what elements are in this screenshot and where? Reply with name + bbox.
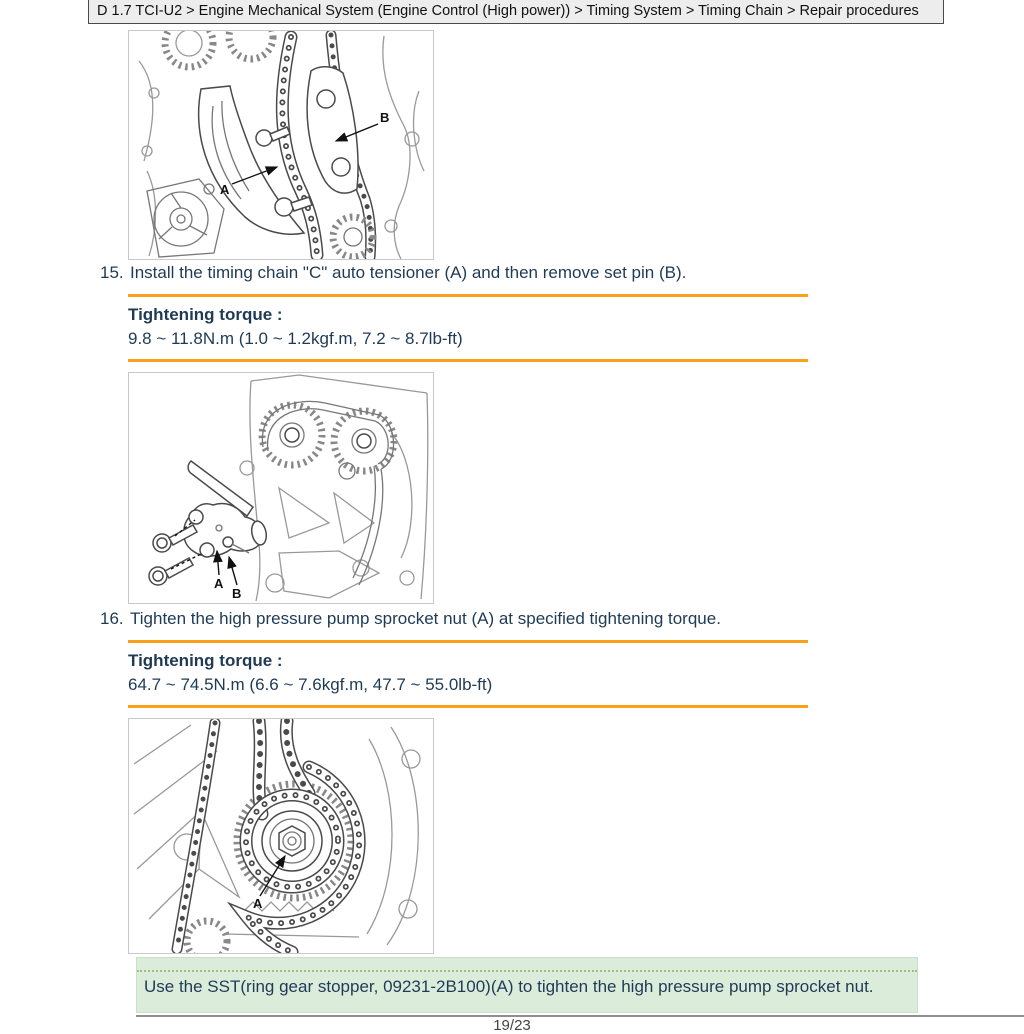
figure2-label-a: A <box>214 576 224 591</box>
step-15 <box>100 263 860 283</box>
page-indicator: 19/23 <box>493 1017 531 1034</box>
torque-spec-1 <box>128 294 808 362</box>
timing-chain-guides-drawing <box>129 31 433 259</box>
torque-spec-2 <box>128 640 808 708</box>
step-16 <box>100 609 860 629</box>
figure3-label-a: A <box>253 896 263 911</box>
note-text: Use the SST(ring gear stopper, 09231-2B100)(A) to tighten the high pressure pump sprocket nut. <box>144 977 874 996</box>
sst-note-box <box>136 957 918 1013</box>
torque-1-label: Tightening torque : <box>128 305 283 324</box>
step-16-text: Tighten the high pressure pump sprocket nut (A) at specified tightening torque. <box>130 609 721 628</box>
figure1-label-b: B <box>380 110 390 125</box>
figure-timing-chain-guides <box>128 30 434 260</box>
note-header-strip <box>137 958 917 972</box>
step-16-number: 16. <box>100 609 124 628</box>
figure1-label-a: A <box>220 182 230 197</box>
auto-tensioner-drawing <box>129 373 433 603</box>
pump-sprocket-drawing <box>129 719 433 953</box>
step-15-text: Install the timing chain "C" auto tensioner (A) and then remove set pin (B). <box>130 263 687 282</box>
torque-1-value: 9.8 ~ 11.8N.m (1.0 ~ 1.2kgf.m, 7.2 ~ 8.7lb-ft) <box>128 329 463 348</box>
torque-2-value: 64.7 ~ 74.5N.m (6.6 ~ 7.6kgf.m, 47.7 ~ 55.0lb-ft) <box>128 675 493 694</box>
torque-2-label: Tightening torque : <box>128 651 283 670</box>
figure2-label-b: B <box>232 586 242 601</box>
breadcrumb: D 1.7 TCI-U2 > Engine Mechanical System (Engine Control (High power)) > Timing System > Timing Chain > Repair procedures <box>88 0 944 24</box>
figure-pump-sprocket <box>128 718 434 954</box>
figure-auto-tensioner <box>128 372 434 604</box>
step-15-number: 15. <box>100 263 124 282</box>
